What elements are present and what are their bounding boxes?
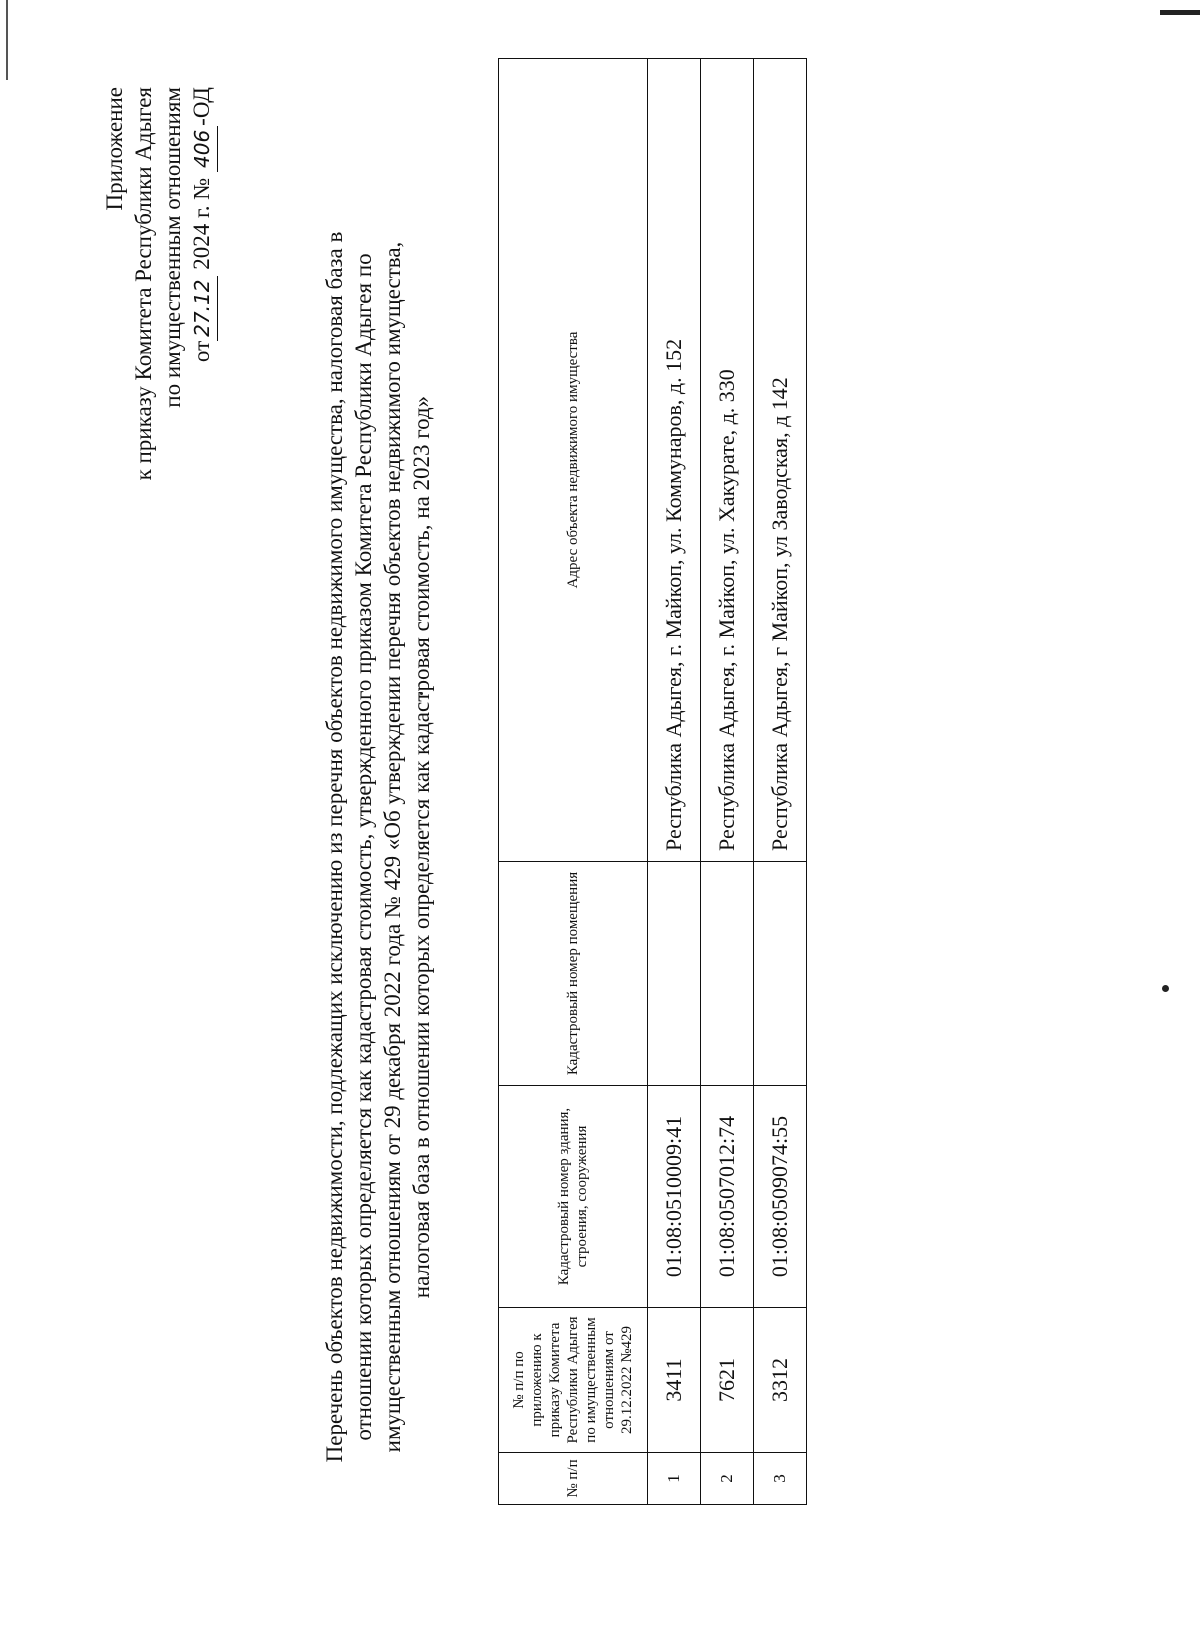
row-reference: 7621 — [701, 1308, 754, 1453]
table-header-row — [499, 59, 648, 1505]
row-address: Республика Адыгея, г Майкоп, ул Заводская, д 142 — [754, 59, 807, 862]
table-row — [648, 59, 701, 1505]
date-prefix: от — [189, 340, 214, 363]
handwritten-date: 27.12 — [188, 276, 218, 341]
scan-corner-mark — [1160, 10, 1200, 15]
row-number: 3 — [754, 1453, 807, 1505]
appendix-order-ref: к приказу Комитета Республики Адыгея — [131, 87, 156, 481]
row-building-cadastral: 01:08:0509074:55 — [754, 1086, 807, 1308]
handwritten-order-number: 406 — [188, 126, 218, 172]
scan-edge-mark — [6, 0, 8, 80]
row-building-cadastral: 01:08:0507012:74 — [701, 1086, 754, 1308]
row-room-cadastral — [701, 862, 754, 1086]
appendix-date-line — [187, 87, 218, 480]
appendix-committee: по имущественным отношениям — [160, 87, 185, 408]
header-number: № п/п — [499, 1453, 648, 1505]
row-address: Республика Адыгея, г. Майкоп, ул. Хакурате, д. 330 — [701, 59, 754, 862]
appendix-header — [100, 87, 218, 480]
row-reference: 3411 — [648, 1308, 701, 1453]
header-building-cadastral: Кадастровый номер здания, строения, сооружения — [499, 1086, 648, 1308]
row-room-cadastral — [754, 862, 807, 1086]
header-address: Адрес объекта недвижимого имущества — [499, 59, 648, 862]
row-building-cadastral: 01:08:0510009:41 — [648, 1086, 701, 1308]
document-title: Перечень объектов недвижимости, подлежащих исключению из перечня объектов недвижимого имущества, налоговая база в отношении которых определяется как кадастровая стоимость, утвержденного приказом Комитета Республики Адыгея по имущественным отношениям от 29 декабря 2022 года № 429 «Об утверждении перечня объектов недвижимого имущества, налоговая база в отношении которых определяется как кадастровая стоимость, на 2023 год» — [322, 231, 434, 1463]
table-row — [701, 59, 754, 1505]
property-table-container — [498, 59, 807, 1505]
row-number: 1 — [648, 1453, 701, 1505]
table-row — [754, 59, 807, 1505]
row-room-cadastral — [648, 862, 701, 1086]
rotated-document-page — [10, 32, 1190, 1612]
property-table — [498, 58, 807, 1505]
row-address: Республика Адыгея, г. Майкоп, ул. Коммунаров, д. 152 — [648, 59, 701, 862]
date-year: 2024 г. № — [189, 177, 214, 270]
header-reference-number: № п/п по приложению к приказу Комитета Республики Адыгея по имущественным отношениям от 29.12.2022 №429 — [499, 1308, 648, 1453]
row-reference: 3312 — [754, 1308, 807, 1453]
order-suffix: -ОД — [189, 87, 214, 126]
appendix-label: Приложение — [102, 87, 127, 211]
header-room-cadastral: Кадастровый номер помещения — [499, 862, 648, 1086]
row-number: 2 — [701, 1453, 754, 1505]
